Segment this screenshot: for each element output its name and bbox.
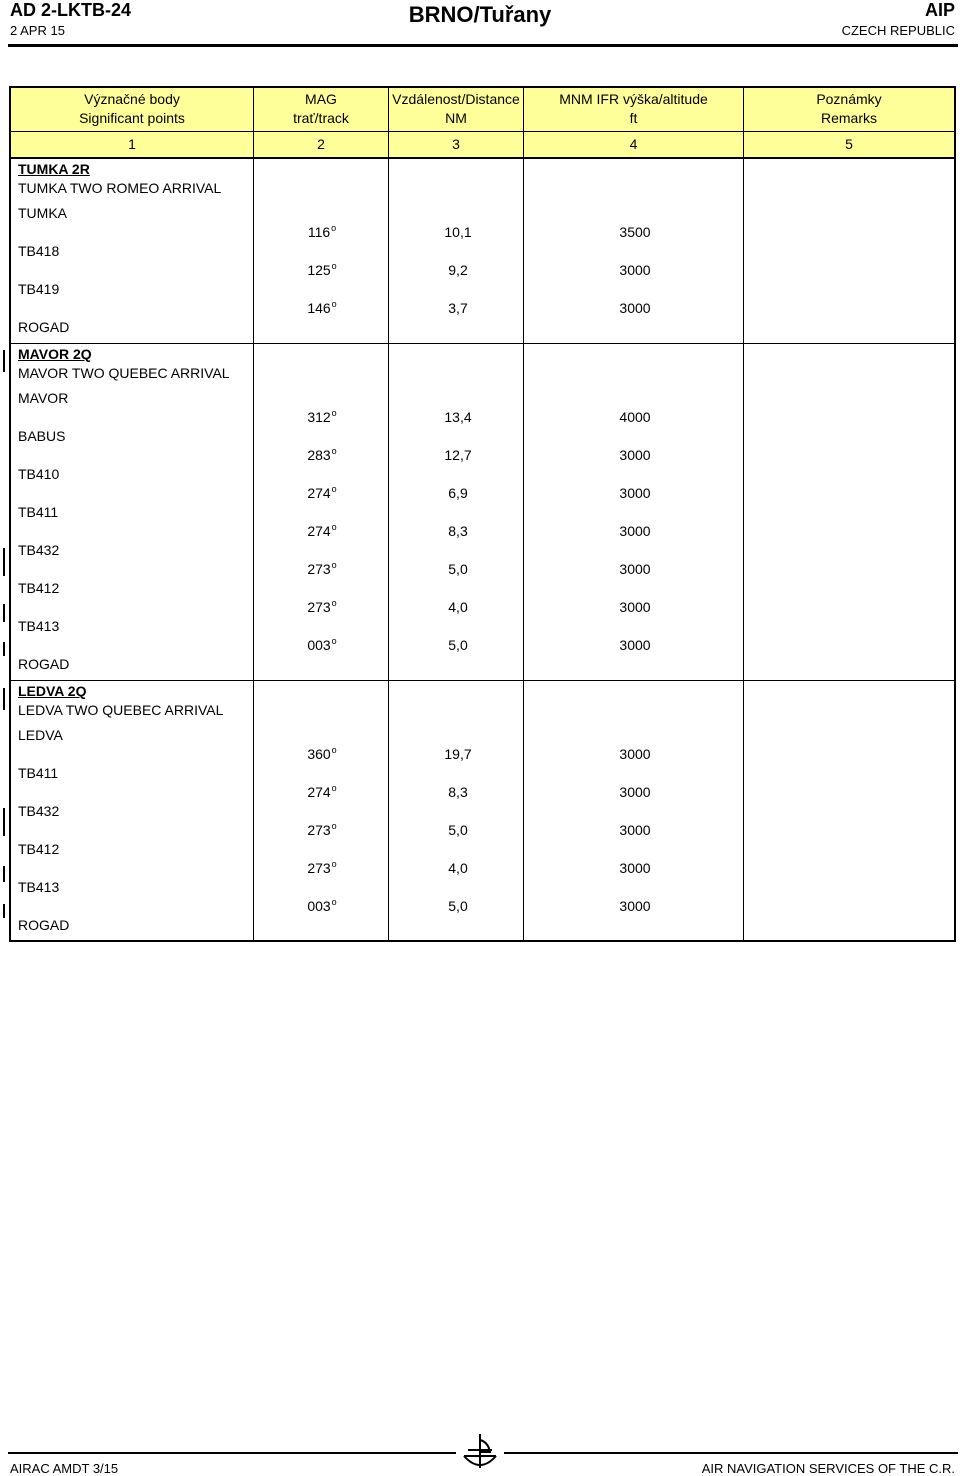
altitude-value: 3000 xyxy=(619,746,651,762)
track-value xyxy=(282,898,362,914)
route-name: MAVOR 2Q xyxy=(18,346,92,362)
distance-value: 4,0 xyxy=(448,599,468,615)
track-number: 003 xyxy=(307,898,331,914)
document-code: AD 2-LKTB-24 xyxy=(10,0,132,20)
degree-symbol: o xyxy=(331,408,337,418)
track-value xyxy=(282,300,362,316)
change-bar xyxy=(3,548,5,576)
route-description: LEDVA TWO QUEBEC ARRIVAL xyxy=(18,702,224,718)
route-description: TUMKA TWO ROMEO ARRIVAL xyxy=(18,180,222,196)
altitude-value: 3500 xyxy=(619,224,651,240)
significant-point: TB413 xyxy=(18,618,60,634)
distance-value: 5,0 xyxy=(448,822,468,838)
altitude-value: 3000 xyxy=(619,822,651,838)
country-name: CZECH REPUBLIC xyxy=(841,23,955,38)
footer-rule-right xyxy=(504,1452,958,1454)
route-divider xyxy=(11,680,954,681)
significant-point: ROGAD xyxy=(18,319,70,335)
column-number: 4 xyxy=(629,136,638,152)
significant-point: TB419 xyxy=(18,281,60,297)
altitude-value: 3000 xyxy=(619,447,651,463)
altitude-value: 3000 xyxy=(619,523,651,539)
route-name: LEDVA 2Q xyxy=(18,683,87,699)
header-bottom-rule xyxy=(11,157,954,159)
route-description: MAVOR TWO QUEBEC ARRIVAL xyxy=(18,365,230,381)
column-header-altitude: MNM IFR výška/altitude ft xyxy=(559,91,708,126)
column-header-points: Význačné body Significant points xyxy=(79,91,185,126)
change-bar xyxy=(3,808,5,836)
distance-value: 3,7 xyxy=(448,300,468,316)
significant-point: LEDVA xyxy=(18,727,63,743)
track-number: 360 xyxy=(307,746,331,762)
altitude-value: 3000 xyxy=(619,860,651,876)
degree-symbol: o xyxy=(331,560,337,570)
track-value xyxy=(282,860,362,876)
altitude-value: 3000 xyxy=(619,300,651,316)
significant-point: MAVOR xyxy=(18,390,69,406)
column-number: 2 xyxy=(317,136,325,152)
track-value xyxy=(282,599,362,615)
significant-point: ROGAD xyxy=(18,917,70,933)
distance-value: 4,0 xyxy=(448,860,468,876)
altitude-value: 3000 xyxy=(619,898,651,914)
distance-value: 10,1 xyxy=(444,224,472,240)
arrival-table xyxy=(9,86,956,942)
altitude-value: 4000 xyxy=(619,409,651,425)
distance-value: 9,2 xyxy=(448,262,468,278)
ans-logo-icon xyxy=(458,1430,502,1474)
track-number: 283 xyxy=(307,447,331,463)
track-number: 273 xyxy=(307,860,331,876)
change-bar xyxy=(3,604,5,622)
degree-symbol: o xyxy=(331,859,337,869)
degree-symbol: o xyxy=(331,299,337,309)
track-number: 125 xyxy=(307,262,331,278)
distance-value: 5,0 xyxy=(448,898,468,914)
header-rule xyxy=(8,44,958,47)
track-value xyxy=(282,523,362,539)
degree-symbol: o xyxy=(331,484,337,494)
track-value xyxy=(282,447,362,463)
degree-symbol: o xyxy=(331,598,337,608)
track-value xyxy=(282,262,362,278)
track-number: 116 xyxy=(307,224,331,240)
change-bar xyxy=(3,642,5,656)
track-number: 003 xyxy=(307,637,331,653)
change-bar xyxy=(3,350,5,372)
significant-point: TB410 xyxy=(18,466,60,482)
track-value xyxy=(282,224,362,240)
altitude-value: 3000 xyxy=(619,262,651,278)
change-bar xyxy=(3,866,5,882)
publisher-name: AIR NAVIGATION SERVICES OF THE C.R. xyxy=(701,1461,955,1476)
distance-value: 8,3 xyxy=(448,523,468,539)
significant-point: TB418 xyxy=(18,243,60,259)
column-divider xyxy=(253,88,254,940)
track-value xyxy=(282,561,362,577)
degree-symbol: o xyxy=(331,223,337,233)
column-divider xyxy=(523,88,524,940)
significant-point: TB432 xyxy=(18,803,60,819)
altitude-value: 3000 xyxy=(619,485,651,501)
significant-point: TUMKA xyxy=(18,205,67,221)
column-divider xyxy=(388,88,389,940)
track-value xyxy=(282,784,362,800)
track-number: 146 xyxy=(307,300,331,316)
column-number: 1 xyxy=(128,136,136,152)
significant-point: TB411 xyxy=(18,765,59,781)
altitude-value: 3000 xyxy=(619,561,651,577)
track-value xyxy=(282,409,362,425)
degree-symbol: o xyxy=(331,636,337,646)
distance-value: 13,4 xyxy=(444,409,472,425)
distance-value: 5,0 xyxy=(448,637,468,653)
track-number: 312 xyxy=(307,409,331,425)
track-value xyxy=(282,822,362,838)
altitude-value: 3000 xyxy=(619,784,651,800)
column-header-track: MAG trať/track xyxy=(293,91,349,126)
significant-point: TB413 xyxy=(18,879,60,895)
header-divider xyxy=(11,131,954,132)
track-number: 274 xyxy=(307,784,331,800)
change-bar xyxy=(3,688,5,710)
track-number: 274 xyxy=(307,523,331,539)
track-value xyxy=(282,637,362,653)
track-value xyxy=(282,485,362,501)
degree-symbol: o xyxy=(331,261,337,271)
distance-value: 19,7 xyxy=(444,746,472,762)
distance-value: 12,7 xyxy=(444,447,472,463)
amendment-number: AIRAC AMDT 3/15 xyxy=(10,1461,119,1476)
publication-date: 2 APR 15 xyxy=(10,23,65,38)
track-number: 273 xyxy=(307,822,331,838)
publication-name: AIP xyxy=(924,0,955,20)
column-header-distance: Vzdálenost/Distance NM xyxy=(392,91,520,126)
significant-point: TB411 xyxy=(18,504,59,520)
significant-point: BABUS xyxy=(18,428,66,444)
route-name: TUMKA 2R xyxy=(18,161,90,177)
change-bar xyxy=(3,904,5,918)
distance-value: 5,0 xyxy=(448,561,468,577)
column-divider xyxy=(743,88,744,940)
significant-point: TB412 xyxy=(18,580,60,596)
route-divider xyxy=(11,343,954,344)
page-title: BRNO/Tuřany xyxy=(408,2,552,27)
column-number: 3 xyxy=(452,136,460,152)
significant-point: ROGAD xyxy=(18,656,70,672)
track-number: 273 xyxy=(307,561,331,577)
track-number: 273 xyxy=(307,599,331,615)
significant-point: TB412 xyxy=(18,841,60,857)
track-number: 274 xyxy=(307,485,331,501)
altitude-value: 3000 xyxy=(619,637,651,653)
distance-value: 6,9 xyxy=(448,485,468,501)
degree-symbol: o xyxy=(331,745,337,755)
degree-symbol: o xyxy=(331,897,337,907)
track-value xyxy=(282,746,362,762)
significant-point: TB432 xyxy=(18,542,60,558)
distance-value: 8,3 xyxy=(448,784,468,800)
column-number: 5 xyxy=(845,136,853,152)
degree-symbol: o xyxy=(331,821,337,831)
column-header-remarks: Poznámky Remarks xyxy=(816,91,882,126)
altitude-value: 3000 xyxy=(619,599,651,615)
degree-symbol: o xyxy=(331,783,337,793)
footer-rule-left xyxy=(8,1452,456,1454)
degree-symbol: o xyxy=(331,522,337,532)
degree-symbol: o xyxy=(331,446,337,456)
